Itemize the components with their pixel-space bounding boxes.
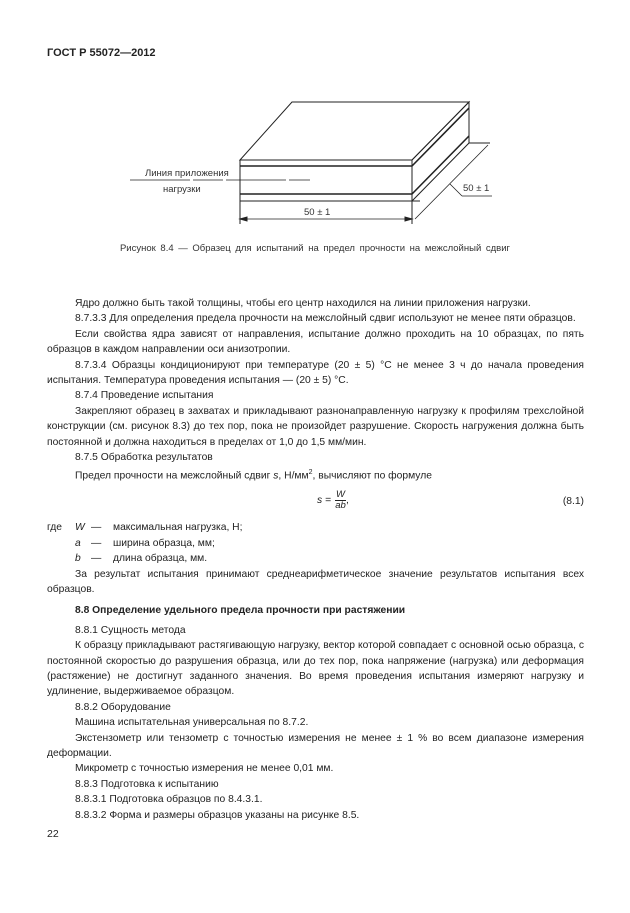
where-item <box>47 551 584 566</box>
where-text: длина образца, мм. <box>113 553 208 565</box>
specimen-top-face <box>240 102 469 160</box>
formula-numerator: W <box>336 489 345 501</box>
text: , Н/мм <box>278 470 309 482</box>
symbol: s <box>273 470 279 482</box>
text: Предел прочности на межслойный сдвиг <box>75 470 274 482</box>
where-dash: — <box>91 522 102 534</box>
where-dash: — <box>91 537 102 549</box>
document-body <box>47 296 584 823</box>
section-heading: 8.8 Определение удельного предела прочности при растяжении <box>75 605 406 617</box>
depth-dimension-label: 50 ± 1 <box>463 183 490 194</box>
load-line-label: Линия приложения <box>145 168 229 179</box>
where-lead: где <box>47 522 63 534</box>
paragraph: Микрометр с точностью измерения не менее 0,01 мм. <box>75 763 334 775</box>
paragraph: 8.7.3.4 Образцы кондиционируют при температуре (20 ± 5) °С не менее 3 ч до начала проведения испытания. Температура проведения испытания — (20 ± 5) °С. <box>47 359 584 387</box>
formula-tail: , <box>346 495 349 507</box>
where-symbol: a <box>75 537 81 549</box>
subsection-heading: 8.8.2 Оборудование <box>75 701 171 713</box>
where-symbol: b <box>75 553 81 565</box>
paragraph: Машина испытательная универсальная по 8.7.2. <box>75 717 309 729</box>
depth-dimension-line <box>415 145 488 219</box>
paragraph: Если свойства ядра зависят от направления, испытание должно проходить на 10 образцах, по пять образцов в каждом направлении оси анизотропии. <box>47 328 584 356</box>
figure-caption: Рисунок 8.4 — Образец для испытаний на предел прочности на межслойный сдвиг <box>119 243 511 254</box>
text: , вычисляют по формуле <box>312 470 432 482</box>
where-symbol: W <box>75 522 85 534</box>
specimen-figure <box>0 0 630 240</box>
where-text: ширина образца, мм; <box>113 537 215 549</box>
subsection-heading: 8.7.4 Проведение испытания <box>75 390 214 402</box>
superscript: 2 <box>308 469 313 477</box>
equation-number: (8.1) <box>562 496 584 508</box>
page-number: 22 <box>47 828 59 840</box>
paragraph: Закрепляют образец в захватах и прикладывают разнонаправленную нагрузку к профилям трехслойной конструкции (см. рисунок 8.3) до тех пор, пока не произойдет разрушение. Скорость нагружения должна быть постоянной и должна находиться в пределах от 1,0 до 1,5 мм/мин. <box>47 405 584 448</box>
paragraph: 8.7.3.3 Для определения предела прочности на межслойный сдвиг используют не менее пяти образцов. <box>75 313 576 325</box>
paragraph: 8.8.3.2 Форма и размеры образцов указаны на рисунке 8.5. <box>75 809 360 821</box>
formula-lhs: s = <box>317 495 332 507</box>
paragraph: 8.8.3.1 Подготовка образцов по 8.4.3.1. <box>75 794 263 806</box>
where-text: максимальная нагрузка, Н; <box>113 522 243 534</box>
subsection-heading: 8.8.3 Подготовка к испытанию <box>75 778 219 790</box>
where-item <box>47 536 584 551</box>
paragraph: За результат испытания принимают среднеарифметическое значение результатов испытания всех образцов. <box>47 568 584 595</box>
paragraph: Экстензометр или тензометр с точностью измерения не менее ± 1 % во всем диапазоне измерения деформации. <box>47 732 584 759</box>
paragraph <box>47 465 584 484</box>
where-item <box>47 520 584 535</box>
paragraph: Ядро должно быть такой толщины, чтобы его центр находился на линии приложения нагрузки. <box>75 298 531 309</box>
subsection-heading: 8.8.1 Сущность метода <box>75 624 186 636</box>
document-header: ГОСТ Р 55072—2012 <box>47 47 156 59</box>
subsection-heading: 8.7.5 Обработка результатов <box>75 452 213 464</box>
formula <box>47 486 584 520</box>
where-dash: — <box>91 553 102 565</box>
load-line-label-2: нагрузки <box>163 184 201 195</box>
width-dimension-label: 50 ± 1 <box>304 207 331 218</box>
formula-denominator: ab <box>335 500 346 512</box>
paragraph: К образцу прикладывают растягивающую нагрузку, вектор которой совпадает с основной осью образца, с постоянной скоростью до разрушения образца, или до тех пор, пока напряжение (нагрузка) или деформация (растяжение) не достигнут заданного значения. Во время проведения испытания измеряют нагрузку и удлинение, выдерживаемое образцом. <box>47 640 584 698</box>
